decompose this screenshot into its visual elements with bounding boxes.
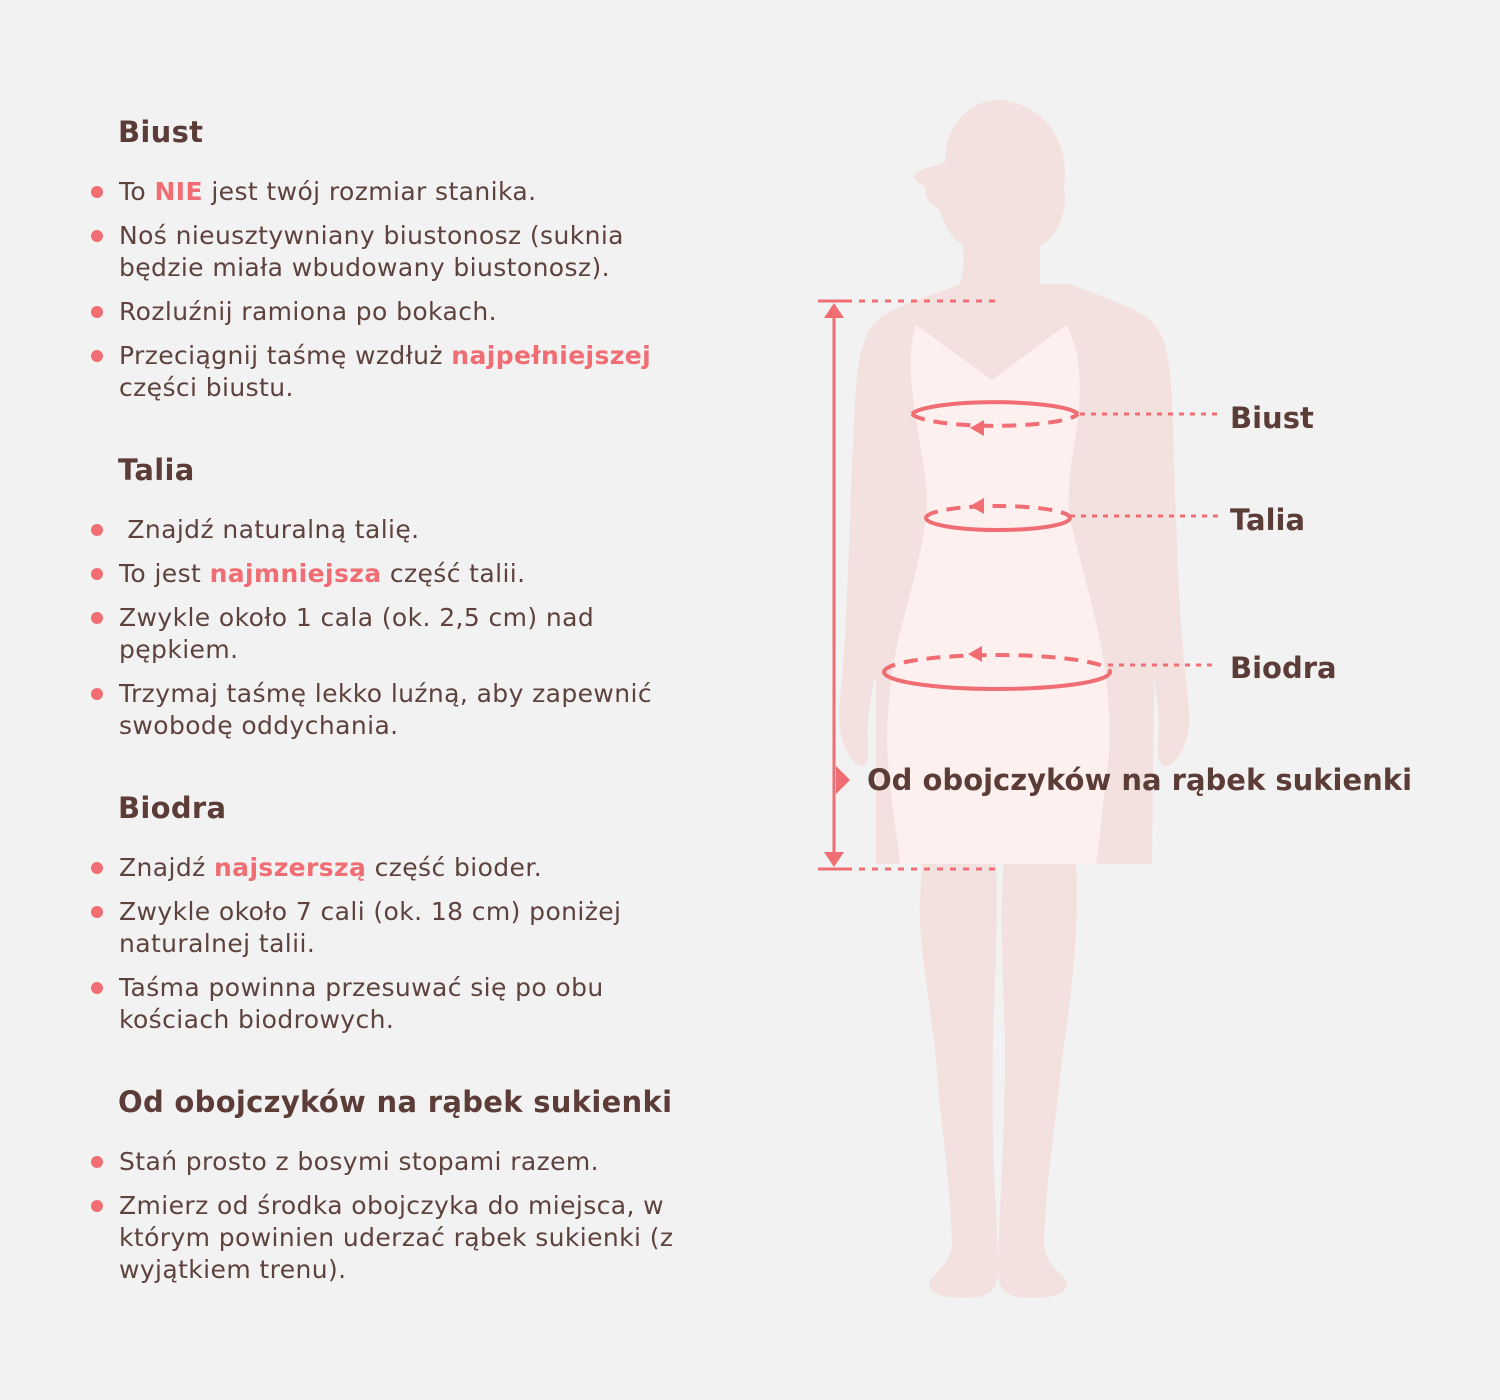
section-title-waist: Talia xyxy=(118,453,195,487)
list-item: Noś nieusztywniany biustonosz (suknia będzie miała wbudowany biustonosz). xyxy=(88,220,708,284)
section-title-hips: Biodra xyxy=(118,791,227,825)
list-item: Znajdź naturalną talię. xyxy=(88,514,708,546)
instructions-panel xyxy=(0,0,740,1400)
waist-list xyxy=(88,514,708,754)
list-item: Rozluźnij ramiona po bokach. xyxy=(88,296,708,328)
length-list xyxy=(88,1146,708,1298)
list-item: Zmierz od środka obojczyka do miejsca, w którym powinien uderzać rąbek sukienki (z wyjątkiem trenu). xyxy=(88,1190,708,1286)
bust-list xyxy=(88,176,708,416)
list-item: Przeciągnij taśmę wzdłuż najpełniejszej części biustu. xyxy=(88,340,708,404)
length-label: Od obojczyków na rąbek sukienki xyxy=(867,763,1413,797)
arrow-right-icon xyxy=(836,766,850,794)
list-item: Taśma powinna przesuwać się po obu kościach biodrowych. xyxy=(88,972,708,1036)
waist-label: Talia xyxy=(1230,503,1306,537)
right-leg xyxy=(998,860,1077,1298)
list-item: Zwykle około 1 cala (ok. 2,5 cm) nad pępkiem. xyxy=(88,602,708,666)
head-shape xyxy=(914,100,1065,288)
list-item: Znajdź najszerszą część bioder. xyxy=(88,852,708,884)
bullet-icon xyxy=(91,306,103,318)
bullet-icon xyxy=(91,186,103,198)
bust-label: Biust xyxy=(1230,401,1314,435)
left-leg xyxy=(920,860,998,1298)
bullet-icon xyxy=(91,906,103,918)
bullet-icon xyxy=(91,612,103,624)
list-item: Zwykle około 7 cali (ok. 18 cm) poniżej naturalnej talii. xyxy=(88,896,708,960)
bullet-icon xyxy=(91,862,103,874)
bullet-icon xyxy=(91,350,103,362)
bullet-icon xyxy=(91,982,103,994)
list-item: To NIE jest twój rozmiar stanika. xyxy=(88,176,708,208)
bullet-icon xyxy=(91,688,103,700)
arrow-up-icon xyxy=(824,303,844,318)
section-title-bust: Biust xyxy=(118,115,204,149)
bullet-icon xyxy=(91,524,103,536)
list-item: Stań prosto z bosymi stopami razem. xyxy=(88,1146,708,1178)
arrow-down-icon xyxy=(824,852,844,867)
bullet-icon xyxy=(91,230,103,242)
list-item: Trzymaj taśmę lekko luźną, aby zapewnić swobodę oddychania. xyxy=(88,678,708,742)
section-title-length: Od obojczyków na rąbek sukienki xyxy=(118,1085,673,1119)
silhouette-illustration xyxy=(740,0,1500,1400)
body-figure xyxy=(740,0,1500,1400)
list-item: To jest najmniejsza część talii. xyxy=(88,558,708,590)
hips-label: Biodra xyxy=(1230,651,1337,685)
bullet-icon xyxy=(91,568,103,580)
bullet-icon xyxy=(91,1156,103,1168)
bullet-icon xyxy=(91,1200,103,1212)
hips-list xyxy=(88,852,708,1048)
